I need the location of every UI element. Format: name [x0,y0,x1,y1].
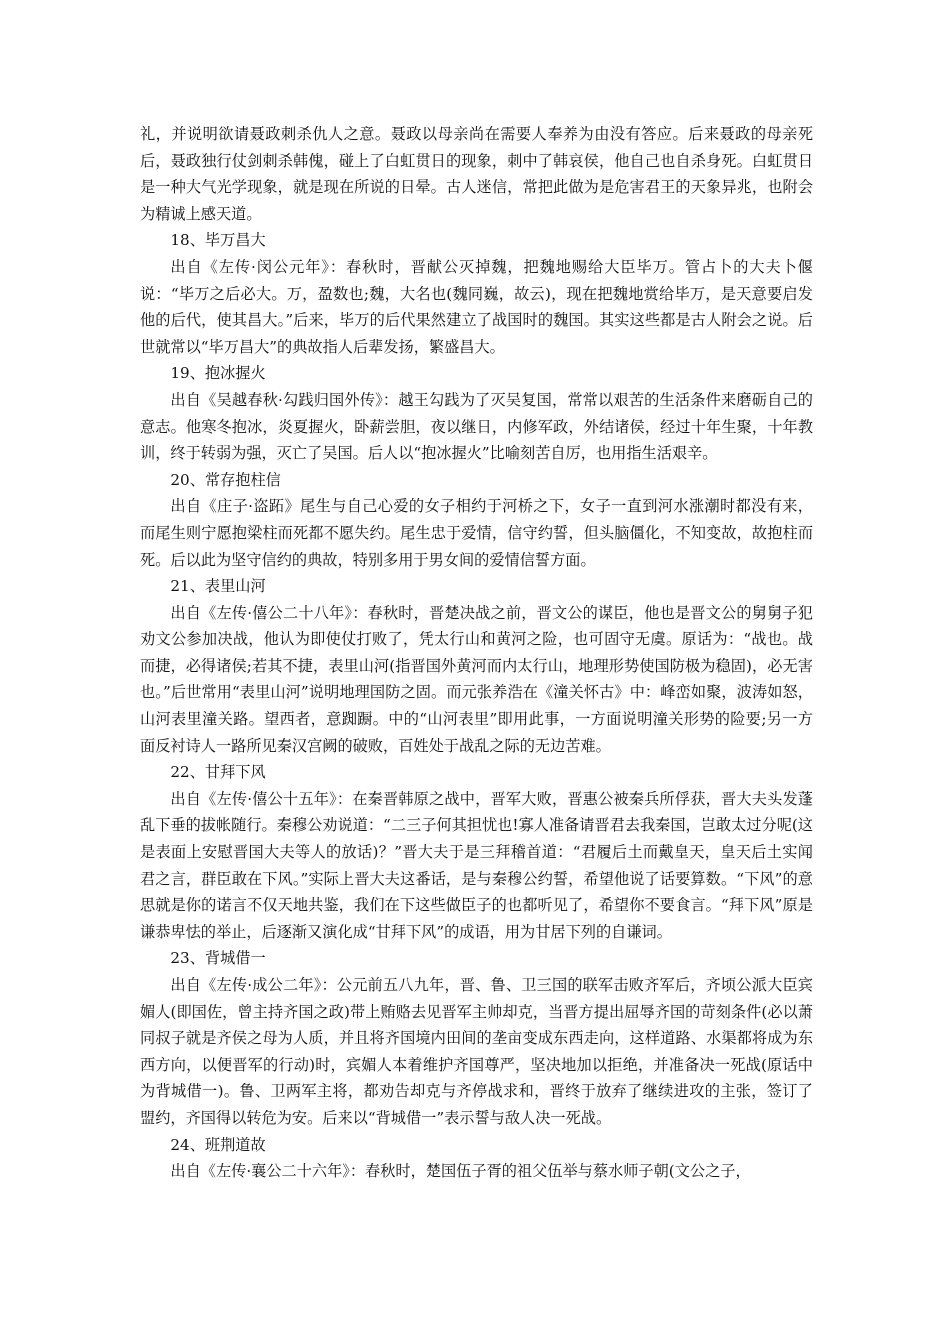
entry-paragraph-18: 出自《左传·闵公元年》：春秋时，晋献公灭掉魏，把魏地赐给大臣毕万。管占卜的大夫卜偃说：“毕万之后必大。万，盈数也;魏，大名也(魏同巍，故云)，现在把魏地赏给毕万，是天意要启发他的后代，使其昌大。”后来，毕万的后代果然建立了战国时的魏国。其实这些都是古人附会之说。后世就常以“毕万昌大”的典故指人后辈发扬，繁盛昌大。 [140,257,813,356]
document-body [140,121,813,1185]
entry-heading-19: 19、抱冰握火 [170,364,266,383]
entry-heading-21: 21、表里山河 [170,577,266,596]
entry-paragraph-19: 出自《吴越春秋·勾践归国外传》：越王勾践为了灭吴复国，常常以艰苦的生活条件来磨砺自己的意志。他寒冬抱冰，炎夏握火，卧薪尝胆，夜以继日，内修军政，外结诸侯，经过十年生聚，十年教训，终于转弱为强，灭亡了吴国。后人以“抱冰握火”比喻刻苦自厉，也用指生活艰辛。 [140,390,813,463]
entry-heading-18: 18、毕万昌大 [170,231,266,250]
entry-heading-22: 22、甘拜下风 [170,763,266,782]
entry-paragraph-20: 出自《庄子·盗跖》尾生与自己心爱的女子相约于河桥之下，女子一直到河水涨潮时都没有来，而尾生则宁愿抱梁柱而死都不愿失约。尾生忠于爱情，信守约誓，但头脑僵化，不知变故，故抱柱而死。后以此为坚守信约的典故，特别多用于男女间的爱情信誓方面。 [140,497,813,569]
entry-heading-23: 23、背城借一 [170,949,266,968]
entry-paragraph-23: 出自《左传·成公二年》：公元前五八九年，晋、鲁、卫三国的联军击败齐军后，齐顷公派大臣宾媚人(即国佐，曾主持齐国之政)带上贿赂去见晋军主帅却克，当晋方提出屈辱齐国的苛刻条件(必以萧同叔子就是齐侯之母为人质，并且将齐国境内田间的垄亩变成东西走向，这样道路、水渠都将成为东西方向，以便晋军的行动)时，宾媚人本着维护齐国尊严，坚决地加以拒绝，并准备决一死战(原话中为背城借一)。鲁、卫两军主将，都劝告却克与齐停战求和，晋终于放弃了继续进攻的主张，签订了盟约，齐国得以转危为安。后来以“背城借一”表示誓与敌人决一死战。 [140,976,813,1127]
entry-heading-24: 24、班荆道故 [170,1135,266,1154]
entry-paragraph-24: 出自《左传·襄公二十六年》：春秋时，楚国伍子胥的祖父伍举与蔡水师子朝(文公之子， [170,1162,751,1181]
entry-heading-20: 20、常存抱柱信 [170,470,281,489]
paragraph-continued: 礼，并说明欲请聂政刺杀仇人之意。聂政以母亲尚在需要人奉养为由没有答应。后来聂政的母亲死后，聂政独行仗剑刺杀韩傀，碰上了白虹贯日的现象，刺中了韩哀侯，他自己也自杀身死。白虹贯日是一种大气光学现象，就是现在所说的日晕。古人迷信，常把此做为是危害君王的天象异兆，也附会为精诚上感天道。 [140,125,813,223]
entry-paragraph-22: 出自《左传·僖公十五年》：在秦晋韩原之战中，晋军大败，晋惠公被秦兵所俘获，晋大夫头发蓬乱下垂的拔帐随行。秦穆公劝说道：“二三子何其担忧也!寡人准备请晋君去我秦国，岂敢太过分呢(这是表面上安慰晋国大夫等人的放话)？”晋大夫于是三拜稽首道：“君履后土而戴皇天，皇天后土实闻君之言，群臣敢在下风。”实际上晋大夫这番话，是与秦穆公约誓，希望他说了话要算数。“下风”的意思就是你的诺言不仅天地共鉴，我们在下这些做臣子的也都听见了，希望你不要食言。“拜下风”原是谦恭卑怯的举止，后逐渐又演化成“甘拜下风”的成语，用为甘居下列的自谦词。 [140,789,813,941]
entry-paragraph-21: 出自《左传·僖公二十八年》：春秋时，晋楚决战之前，晋文公的谋臣，他也是晋文公的舅舅子犯劝文公参加决战，他认为即使仗打败了，凭太行山和黄河之险，也可固守无虞。原话为：“战也。战而捷，必得诸侯;若其不捷，表里山河(指晋国外黄河而内太行山，地理形势使国防极为稳固)，必无害也。”后世常用“表里山河”说明地理国防之固。而元张养浩在《潼关怀古》中：峰峦如聚，波涛如怒，山河表里潼关路。望西者，意踟蹰。中的“山河表里”即用此事，一方面说明潼关形势的险要;另一方面反衬诗人一路所见秦汉宫阙的破败，百姓处于战乱之际的无边苦难。 [140,603,813,755]
